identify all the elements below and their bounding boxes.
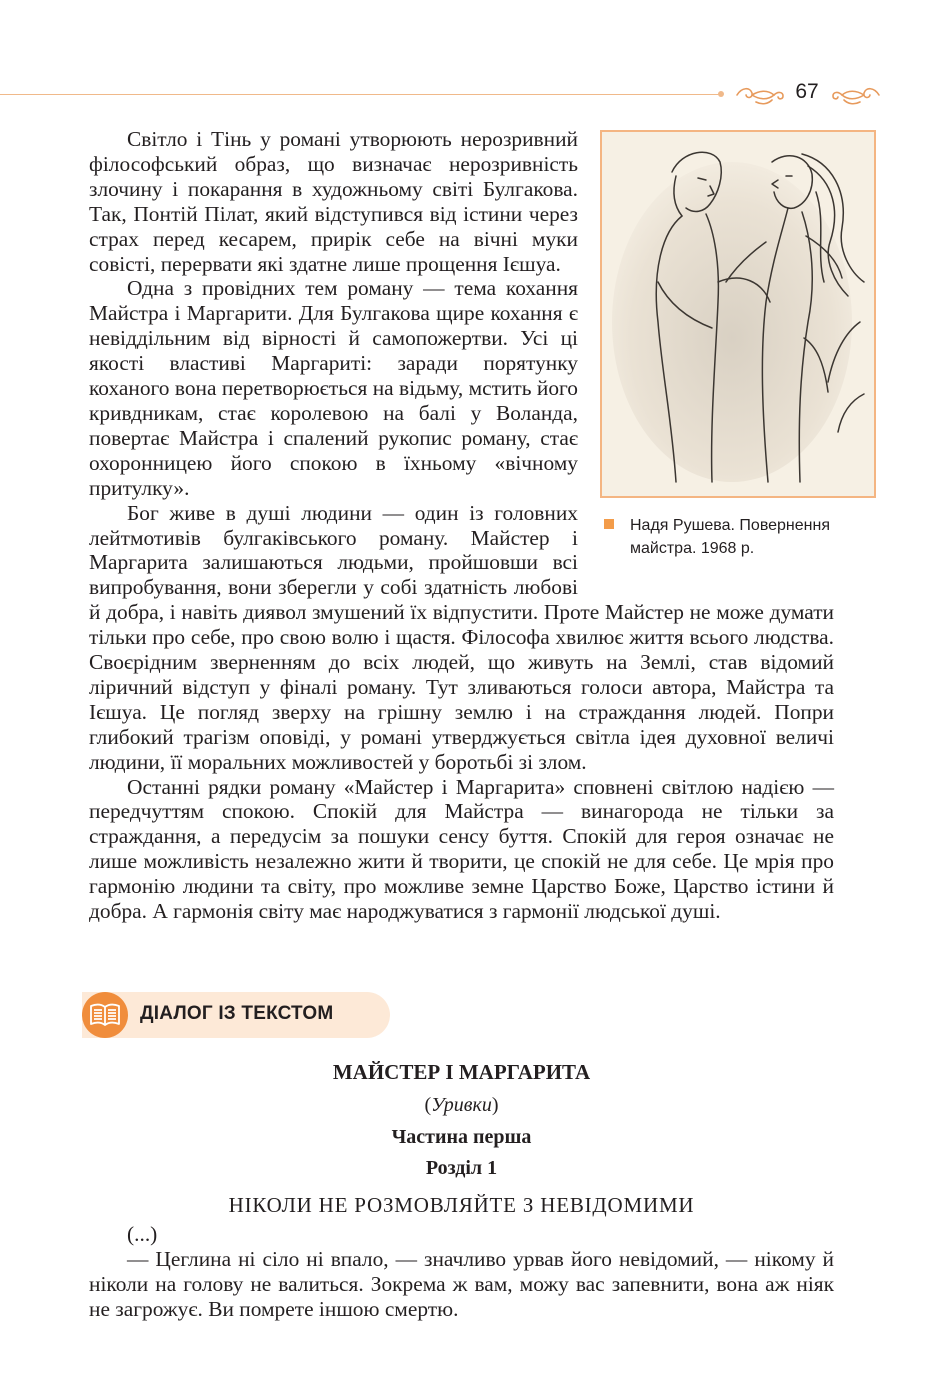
- dialog-section-title: ДІАЛОГ ІЗ ТЕКСТОМ: [140, 1003, 334, 1024]
- paragraph-1: Світло і Тінь у романі утворюють нерозривний філософський образ, що визначає нерозривність злочину і покарання в художньому світі Булгакова. Так, Понтій Пілат, який відступився від істини через страх перед кесарем, прирік себе на вічні муки совісті, перервати які здатне лише прощення Ієшуа.: [89, 127, 578, 276]
- chapter-name: НІКОЛИ НЕ РОЗМОВЛЯЙТЕ З НЕВІДОМИМИ: [228, 1193, 695, 1217]
- excerpt-paragraph: — Цеглина ні сіло ні впало, — значливо урвав його невідомий, — нікому й ніколи на голову не валиться. Зокрема ж вам, можу вас запевнити, вона аж ніяк не загрожує. Ви помрете іншою смертю.: [89, 1246, 834, 1321]
- main-text: [89, 127, 834, 924]
- subtitle-open-paren: (: [424, 1094, 432, 1116]
- paragraph-4: Останні рядки роману «Майстер і Маргарита» сповнені світлою надією — передчуттям спокою. Спокій для Майстра — винагорода не тільки за страждання, а передусім за пошуки сенсу буття. Спокій для героя означає не лише можливість незалежно жити й творити, це спокій не для себе. Це мрія про гармонію людини та світу, про можливе земне Царство Боже, Царство істини й добра. А гармонія світу має народжуватися з гармонії людської душі.: [89, 774, 834, 924]
- figure-spacer: [578, 127, 834, 587]
- work-subtitle: [89, 1094, 834, 1117]
- paragraph-3: Бог живе в душі людини — один із головних лейтмотивів булгаківського роману. Майстер і Маргарита залишаються людьми, пройшовши всі випробування, вони зберегли у собі здатність любові й добра, і навіть диявол змушений їх відпустити. Проте Майстер не може думати тільки про себе, про свою волю і щастя. Філософа хвилює життя всього людства. Своєрідним зверненням до всіх людей, що живуть на Землі, став відомий ліричний відступ у фіналі роману. Тут зливаються голоси автора, Майстра та Ієшуа. Це погляд зверху на грішну землю і на страждання людей. Попри глибокий трагізм оповіді, у романі утверджується світла ідея духовної величі людини, її моральних можливостей у боротьбі зі злом.: [89, 500, 834, 774]
- left-ornament-icon: [734, 84, 786, 106]
- excerpt: [89, 1222, 834, 1322]
- excerpt-ellipsis: (...): [127, 1222, 158, 1246]
- paragraph-2: Одна з провідних тем роману — тема кохання Майстра і Маргарити. Для Булгакова щире кохання є невіддільним від вірності й самопожертви. Усі ці якості властиві Маргариті: заради порятунку коханого вона перетворюється на відьму, мстить його кривдникам, стає королевою на балі у Воланда, повертає Майстра і спалений рукопис роману, стає охоронницею його спокою в їхньому «вічному притулку».: [89, 276, 578, 500]
- book-icon: [82, 992, 128, 1038]
- figure-caption-text: Надя Рушева. Повернення майстра. 1968 р.: [630, 517, 830, 557]
- part-title: Частина перша: [391, 1126, 532, 1148]
- page-number: 67: [795, 80, 819, 103]
- chapter-title: Розділ 1: [425, 1157, 498, 1179]
- subtitle-close-paren: ): [491, 1094, 499, 1116]
- subtitle-text: Уривки: [431, 1094, 492, 1116]
- header-rule-dot: [718, 91, 724, 97]
- work-title: МАЙСТЕР І МАРГАРИТА: [332, 1060, 591, 1084]
- header-rule: [0, 94, 722, 95]
- right-ornament-icon: [830, 84, 882, 106]
